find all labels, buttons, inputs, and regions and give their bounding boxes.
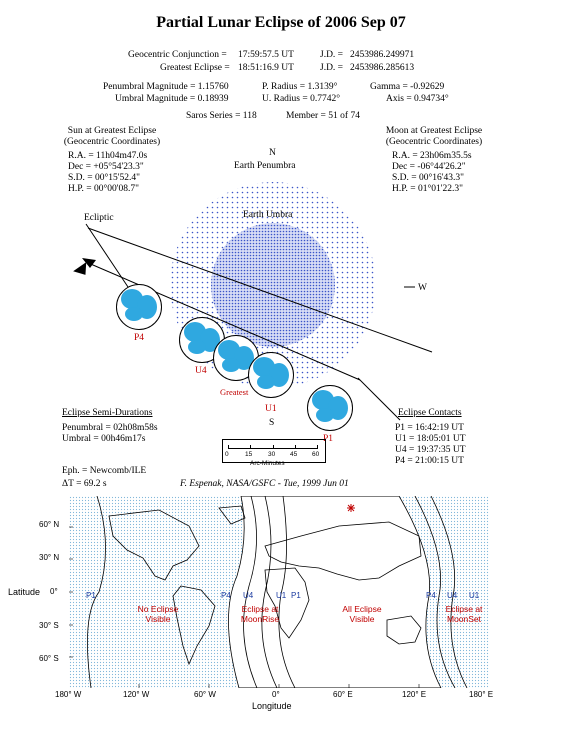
ephemeris: Eph. = Newcomb/ILE xyxy=(62,466,147,476)
conjunction-label: Geocentric Conjunction = xyxy=(128,50,227,60)
south-label: S xyxy=(269,418,275,428)
lat-tick-30n: 30° N xyxy=(39,553,60,562)
conjunction-time: 17:59:57.5 UT xyxy=(238,50,294,60)
p4-label: P4 xyxy=(134,333,145,343)
zone-moonrise-2: MoonRise xyxy=(240,614,280,624)
lon-tick-120w: 120° W xyxy=(123,690,150,699)
semi-penumbral: Penumbral = 02h08m58s xyxy=(62,423,158,433)
zone-no-eclipse-2: Visible xyxy=(145,614,171,624)
umbral-magnitude: Umbral Magnitude = 0.18939 xyxy=(115,94,229,104)
scale-tick-0: 0 xyxy=(225,451,229,458)
lon-tick-120e: 120° E xyxy=(402,690,427,699)
axis: Axis = 0.94734° xyxy=(386,94,449,104)
scale-label: Arc-Minutes xyxy=(250,460,285,467)
scale-tick-60: 60 xyxy=(312,451,320,458)
contact-p1: P1 = 16:42:19 UT xyxy=(395,423,464,433)
map-label-u4-east: U4 xyxy=(447,591,458,600)
penumbral-magnitude: Penumbral Magnitude = 1.15760 xyxy=(103,82,229,92)
moon-u1 xyxy=(248,352,294,398)
contact-u4: U4 = 19:37:35 UT xyxy=(395,445,466,455)
greatest-eclipse-star-icon xyxy=(347,504,355,512)
lat-tick-30s: 30° S xyxy=(39,621,59,630)
lon-tick-180e: 180° E xyxy=(469,690,494,699)
page-title: Partial Lunar Eclipse of 2006 Sep 07 xyxy=(156,14,406,31)
penumbral-radius: P. Radius = 1.3139° xyxy=(262,82,338,92)
sun-sd: S.D. = 00°15'52.4" xyxy=(68,173,141,183)
moon-dec: Dec = -06°44'26.2" xyxy=(392,162,466,172)
moon-path-tail xyxy=(358,378,400,420)
moon-heading: Moon at Greatest Eclipse xyxy=(385,126,483,136)
greatest-label-red: Greatest xyxy=(220,387,249,397)
latitude-title: Latitude xyxy=(8,587,41,597)
moon-ra: R.A. = 23h06m35.5s xyxy=(392,151,472,161)
zone-all-visible-1: All Eclipse xyxy=(342,604,382,614)
umbral-radius: U. Radius = 0.7742° xyxy=(262,94,341,104)
sun-ra: R.A. = 11h04m47.0s xyxy=(68,151,148,161)
contact-p4: P4 = 21:00:15 UT xyxy=(395,456,464,466)
map-label-u1: U1 xyxy=(276,591,287,600)
lat-tick-0: 0° xyxy=(50,587,58,596)
moon-hp: H.P. = 01°01'22.3" xyxy=(392,184,463,194)
semi-durations-heading: Eclipse Semi-Durations xyxy=(62,408,153,418)
moon-p4 xyxy=(116,284,162,330)
greatest-jd: 2453986.285613 xyxy=(350,63,415,73)
lat-tick-60s: 60° S xyxy=(39,654,59,663)
scale-bar xyxy=(228,448,318,449)
zone-moonrise-1: Eclipse at xyxy=(241,604,279,614)
greatest-time: 18:51:16.9 UT xyxy=(238,63,294,73)
zone-moonset-2: MoonSet xyxy=(446,614,482,624)
longitude-title: Longitude xyxy=(252,701,292,711)
lat-tick-60n: 60° N xyxy=(39,520,60,529)
earth-umbra xyxy=(211,223,335,347)
gamma: Gamma = -0.92629 xyxy=(370,82,445,92)
greatest-jd-label: J.D. = xyxy=(320,63,344,73)
west-label: W xyxy=(418,283,427,293)
conjunction-jd-label: J.D. = xyxy=(320,50,344,60)
north-label: N xyxy=(269,148,276,158)
u4-label: U4 xyxy=(195,366,207,376)
sun-hp: H.P. = 00°00'08.7" xyxy=(68,184,139,194)
scale-tick-30: 30 xyxy=(268,451,276,458)
umbra-label: Earth Umbra xyxy=(243,210,293,220)
conjunction-jd: 2453986.249971 xyxy=(350,50,415,60)
map-label-u4: U4 xyxy=(243,591,254,600)
map-label-p1-west: P1 xyxy=(86,591,96,600)
map-label-p4-east: P4 xyxy=(426,591,436,600)
map-label-u1-east: U1 xyxy=(469,591,480,600)
p1-label: P1 xyxy=(323,434,334,444)
u1-label: U1 xyxy=(265,404,277,414)
moon-sd: S.D. = 00°16'43.3" xyxy=(392,173,465,183)
contacts-heading: Eclipse Contacts xyxy=(398,408,462,418)
zone-all-visible-2: Visible xyxy=(349,614,375,624)
moon-p1 xyxy=(307,385,353,431)
map-label-p1: P1 xyxy=(291,591,301,600)
lon-tick-60w: 60° W xyxy=(194,690,216,699)
semi-umbral: Umbral = 00h46m17s xyxy=(62,434,146,444)
saros-member: Member = 51 of 74 xyxy=(286,111,360,121)
map-label-p4: P4 xyxy=(221,591,231,600)
saros-series: Saros Series = 118 xyxy=(186,111,257,121)
lon-tick-180w: 180° W xyxy=(55,690,82,699)
zone-no-eclipse-1: No Eclipse xyxy=(137,604,179,614)
ecliptic-label: Ecliptic xyxy=(84,213,114,223)
scale-tick-45: 45 xyxy=(290,451,298,458)
delta-t: ΔT = 69.2 s xyxy=(62,479,107,489)
lon-tick-60e: 60° E xyxy=(333,690,353,699)
lon-tick-0: 0° xyxy=(272,690,280,699)
contact-u1: U1 = 18:05:01 UT xyxy=(395,434,466,444)
scale-tick-15: 15 xyxy=(245,451,253,458)
sun-subheading: (Geocentric Coordinates) xyxy=(63,137,161,147)
credit: F. Espenak, NASA/GSFC - Tue, 1999 Jun 01 xyxy=(180,479,349,489)
greatest-label: Greatest Eclipse = xyxy=(160,63,230,73)
moon-subheading: (Geocentric Coordinates) xyxy=(385,137,483,147)
penumbra-label: Earth Penumbra xyxy=(234,161,296,171)
sun-dec: Dec = +05°54'23.3" xyxy=(68,162,144,172)
zone-moonset-1: Eclipse at xyxy=(445,604,483,614)
sun-heading: Sun at Greatest Eclipse xyxy=(67,126,157,136)
